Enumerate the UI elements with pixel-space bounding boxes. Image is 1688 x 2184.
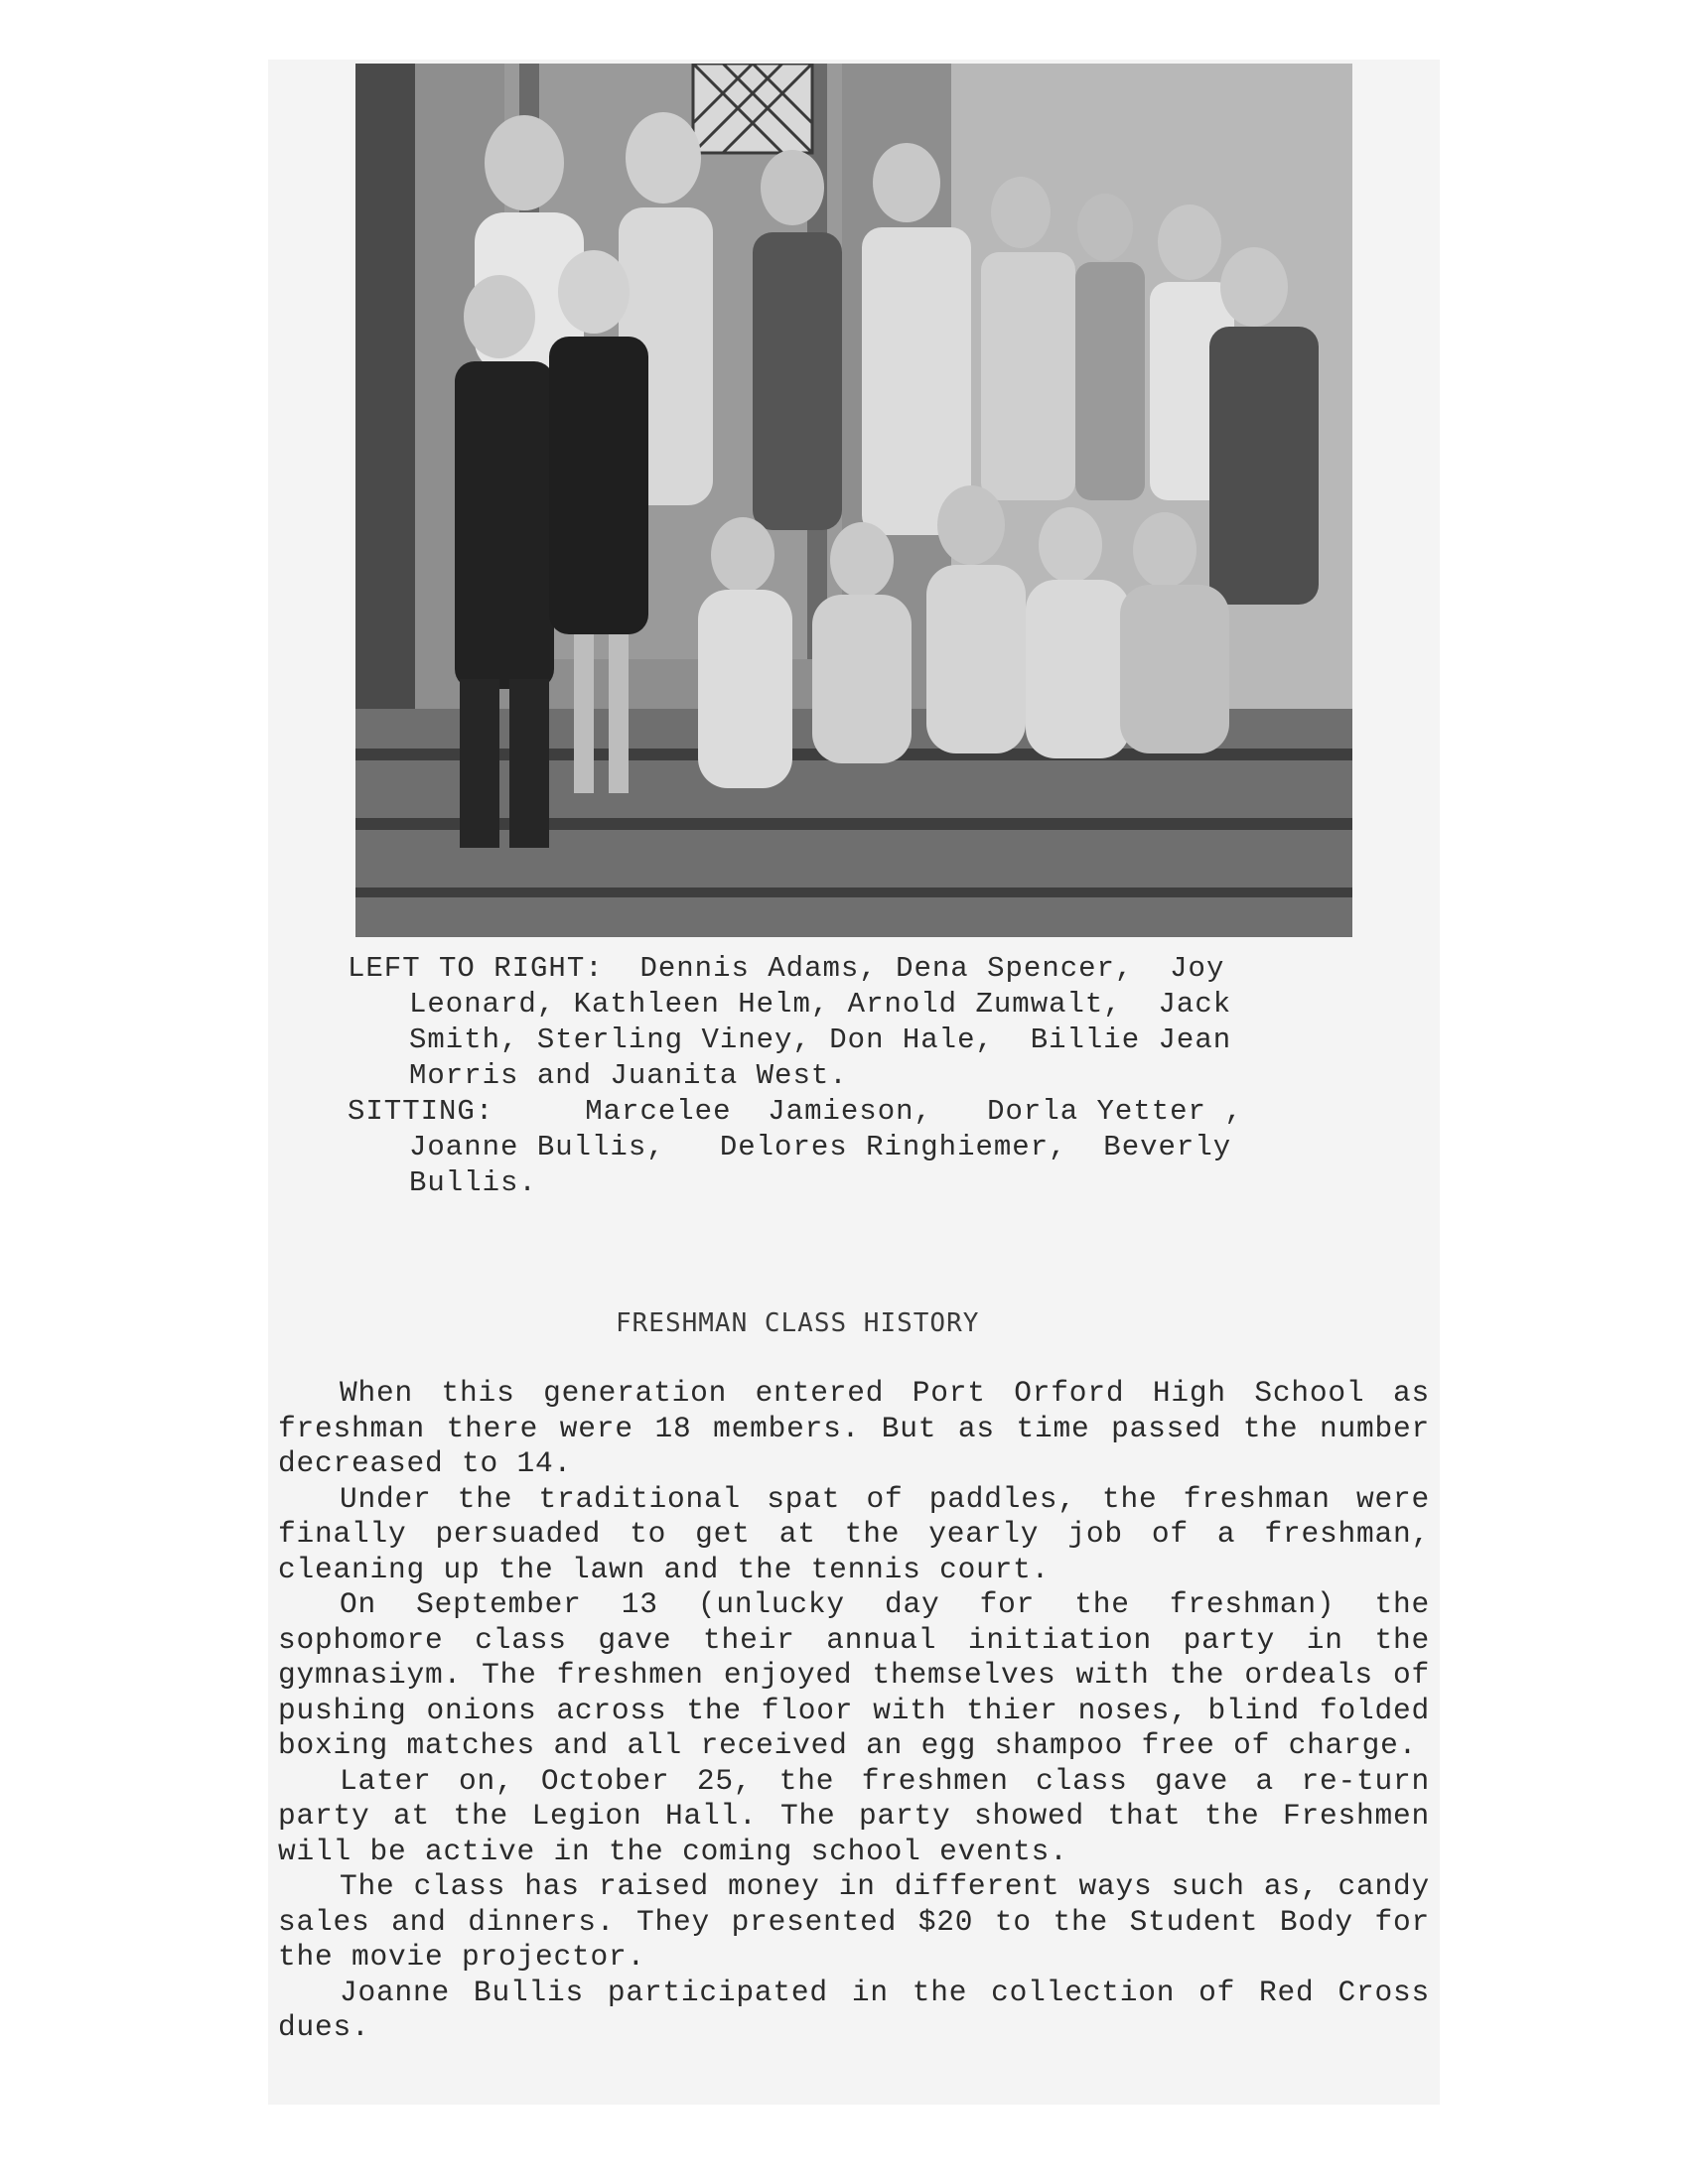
history-paragraph: Joanne Bullis participated in the collection of Red Cross dues. bbox=[278, 1975, 1430, 2044]
class-group-photo bbox=[355, 64, 1352, 937]
caption-standing-line: Dennis Adams, Dena Spencer, Joy bbox=[639, 952, 1225, 985]
caption-standing-label: LEFT TO RIGHT: bbox=[348, 952, 604, 985]
history-paragraph: The class has raised money in different ways such as, candy sales and dinners. They presented $20 to the Student Body for the movie projector. bbox=[278, 1869, 1430, 1974]
photo-illustration bbox=[355, 64, 1352, 937]
photo-caption bbox=[348, 951, 1355, 1201]
history-paragraph: When this generation entered Port Orford High School as freshman there were 18 members. But as time passed the number decreased to 14. bbox=[278, 1376, 1430, 1480]
caption-standing-line: Morris and Juanita West. bbox=[409, 1059, 848, 1092]
history-paragraph: On September 13 (unlucky day for the freshman) the sophomore class gave their annual initiation party in the gymnasiym. The freshmen enjoyed themselves with the ordeals of pushing onions across the floor with thier noses, blind folded boxing matches and all received an egg shampoo free of charge. bbox=[278, 1587, 1430, 1762]
caption-line bbox=[348, 1094, 1355, 1130]
caption-standing-line: Smith, Sterling Viney, Don Hale, Billie Jean bbox=[409, 1024, 1232, 1056]
section-heading: FRESHMAN CLASS HISTORY bbox=[616, 1308, 980, 1338]
history-paragraph: Under the traditional spat of paddles, the freshman were finally persuaded to get at the yearly job of a freshman, cleaning up the lawn and the tennis court. bbox=[278, 1481, 1430, 1586]
class-history-text bbox=[278, 1376, 1430, 2046]
history-paragraph: Later on, October 25, the freshmen class gave a re-turn party at the Legion Hall. The party showed that the Freshmen will be active in the coming school events. bbox=[278, 1763, 1430, 1868]
caption-standing-line: Leonard, Kathleen Helm, Arnold Zumwalt, Jack bbox=[409, 988, 1232, 1021]
caption-sitting-line: Marcelee Jamieson, Dorla Yetter , bbox=[585, 1095, 1243, 1128]
caption-sitting-label: SITTING: bbox=[348, 1095, 494, 1128]
caption-line bbox=[348, 951, 1355, 987]
caption-sitting-line: Bullis. bbox=[409, 1166, 537, 1199]
caption-sitting-line: Joanne Bullis, Delores Ringhiemer, Beverly bbox=[409, 1131, 1232, 1163]
